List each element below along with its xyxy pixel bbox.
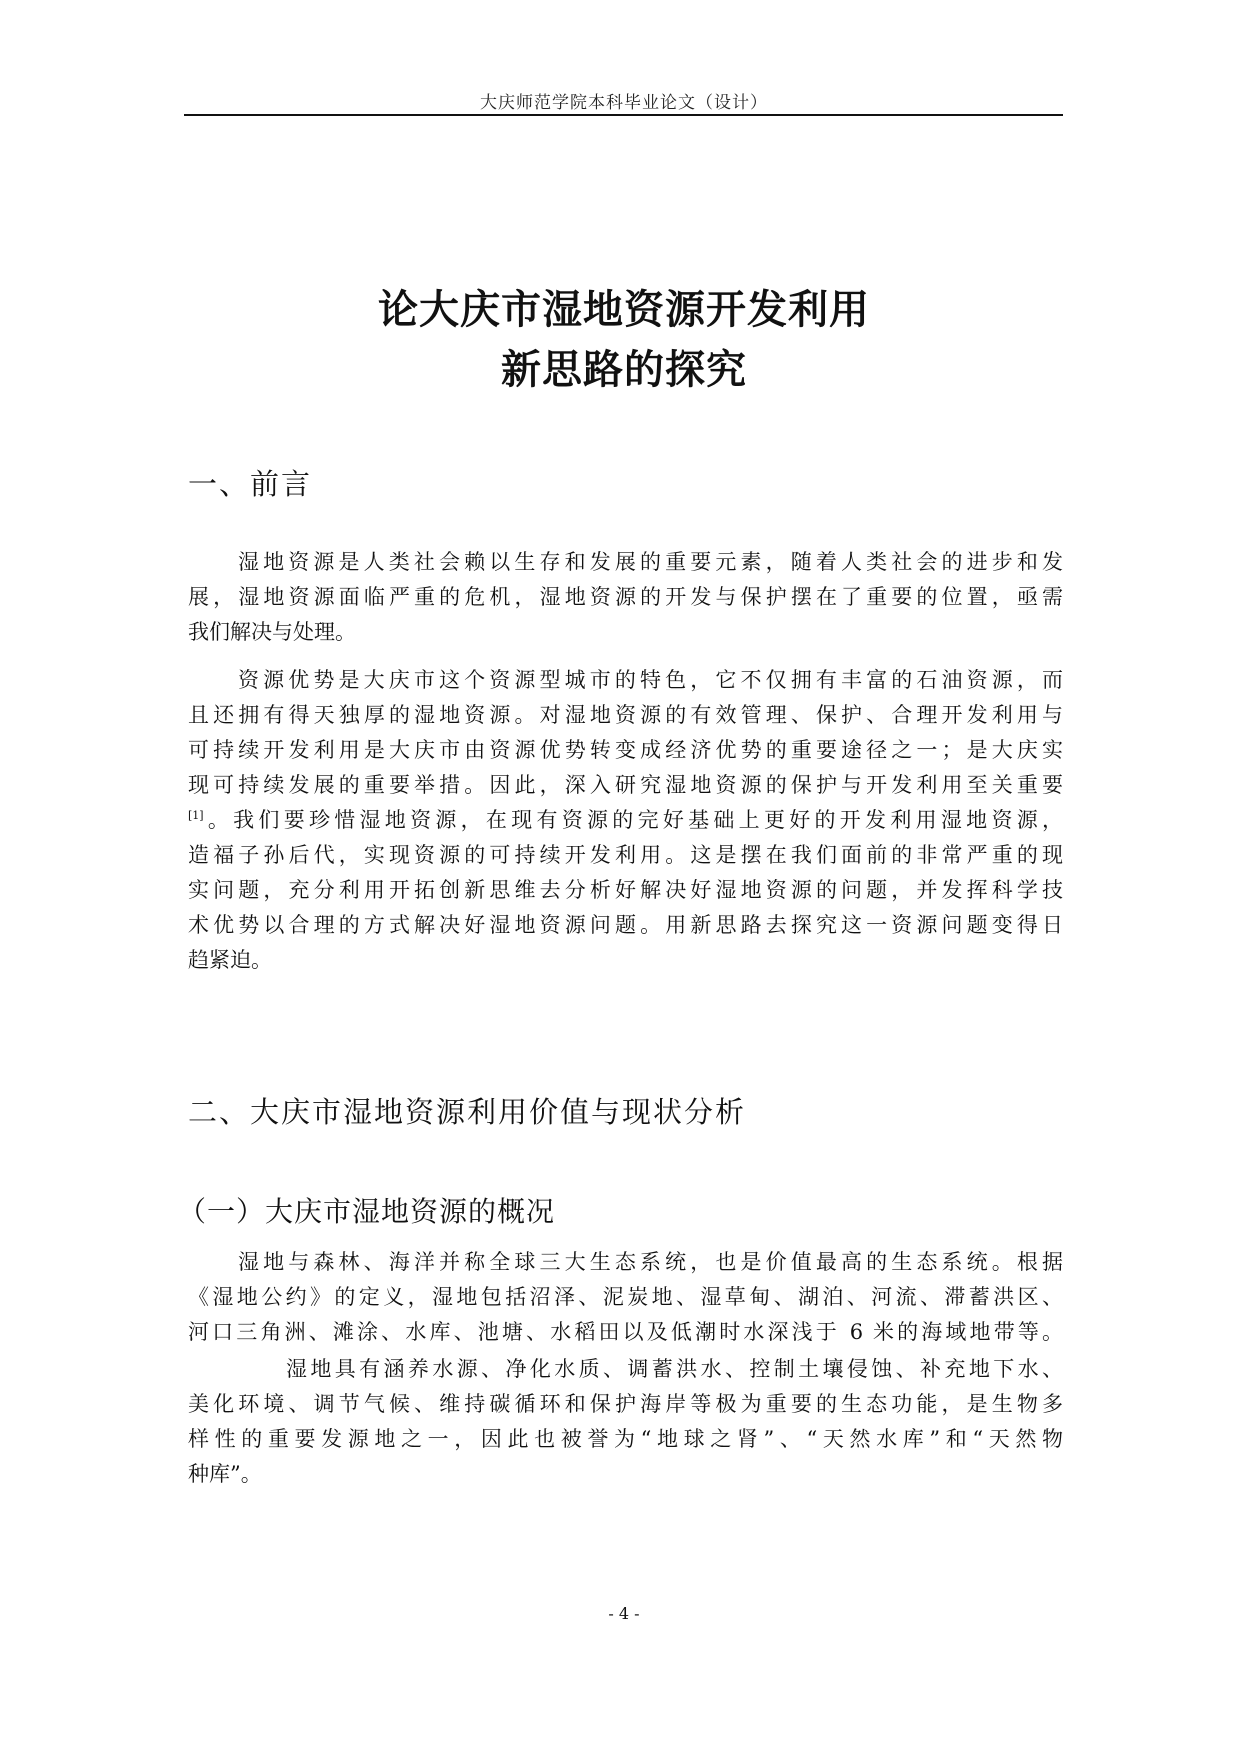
citation-marker: [1] <box>188 809 204 822</box>
text-line: 湿地资源是人类社会赖以生存和发展的重要元素，随着人类社会的进步和发 <box>238 550 1063 574</box>
header-rule <box>184 114 1063 116</box>
text-line: 现可持续发展的重要举措。因此，深入研究湿地资源的保护与开发利用至关重要 <box>188 773 1063 797</box>
paper-title <box>186 280 1062 400</box>
text-line: 我们解决与处理。 <box>188 620 356 644</box>
text-line: 实问题，充分利用开拓创新思维去分析好解决好湿地资源的问题，并发挥科学技 <box>188 878 1063 902</box>
text-line: 造福子孙后代，实现资源的可持续开发利用。这是摆在我们面前的非常严重的现 <box>188 843 1063 867</box>
text-line: 种库”。 <box>188 1462 262 1486</box>
text-fragment: 。我们要珍惜湿地资源，在现有资源的完好基础上更好的开发利用湿地资源， <box>203 808 1063 832</box>
text-line: 样性的重要发源地之一，因此也被誉为“地球之肾”、“天然水库”和“天然物 <box>188 1427 1063 1451</box>
page-number: - 4 - <box>608 1604 640 1623</box>
section-heading-intro: 一、前言 <box>188 467 313 501</box>
title-line-2: 新思路的探究 <box>501 347 747 393</box>
overview-paragraph-2 <box>188 1352 1063 1492</box>
text-line: 资源优势是大庆市这个资源型城市的特色，它不仅拥有丰富的石油资源，而 <box>238 668 1063 692</box>
overview-paragraph-1 <box>188 1245 1063 1350</box>
title-line-1: 论大庆市湿地资源开发利用 <box>378 287 870 333</box>
intro-paragraph-2 <box>188 663 1063 978</box>
running-header: 大庆师范学院本科毕业论文（设计） <box>480 93 768 113</box>
text-line: 《湿地公约》的定义，湿地包括沼泽、泥炭地、湿草甸、湖泊、河流、滞蓄洪区、 <box>188 1285 1063 1309</box>
text-line: 且还拥有得天独厚的湿地资源。对湿地资源的有效管理、保护、合理开发利用与 <box>188 703 1063 727</box>
text-line: 术优势以合理的方式解决好湿地资源问题。用新思路去探究这一资源问题变得日 <box>188 913 1063 937</box>
text-line: 可持续开发利用是大庆市由资源优势转变成经济优势的重要途径之一；是大庆实 <box>188 738 1063 762</box>
section-heading-value-status: 二、大庆市湿地资源利用价值与现状分析 <box>188 1095 747 1129</box>
text-line: 美化环境、调节气候、维持碳循环和保护海岸等极为重要的生态功能，是生物多 <box>188 1392 1063 1416</box>
text-line: 湿地与森林、海洋并称全球三大生态系统，也是价值最高的生态系统。根据 <box>238 1250 1063 1274</box>
subsection-heading-overview: （一）大庆市湿地资源的概况 <box>178 1195 556 1228</box>
text-line-with-citation <box>188 803 1063 838</box>
intro-paragraph-1 <box>188 545 1063 650</box>
text-line: 展，湿地资源面临严重的危机，湿地资源的开发与保护摆在了重要的位置，亟需 <box>188 585 1063 609</box>
text-line: 湿地具有涵养水源、净化水质、调蓄洪水、控制土壤侵蚀、补充地下水、 <box>286 1357 1063 1381</box>
text-line: 河口三角洲、滩涂、水库、池塘、水稻田以及低潮时水深浅于 6 米的海域地带等。 <box>188 1320 1063 1344</box>
text-line: 趋紧迫。 <box>188 948 272 972</box>
